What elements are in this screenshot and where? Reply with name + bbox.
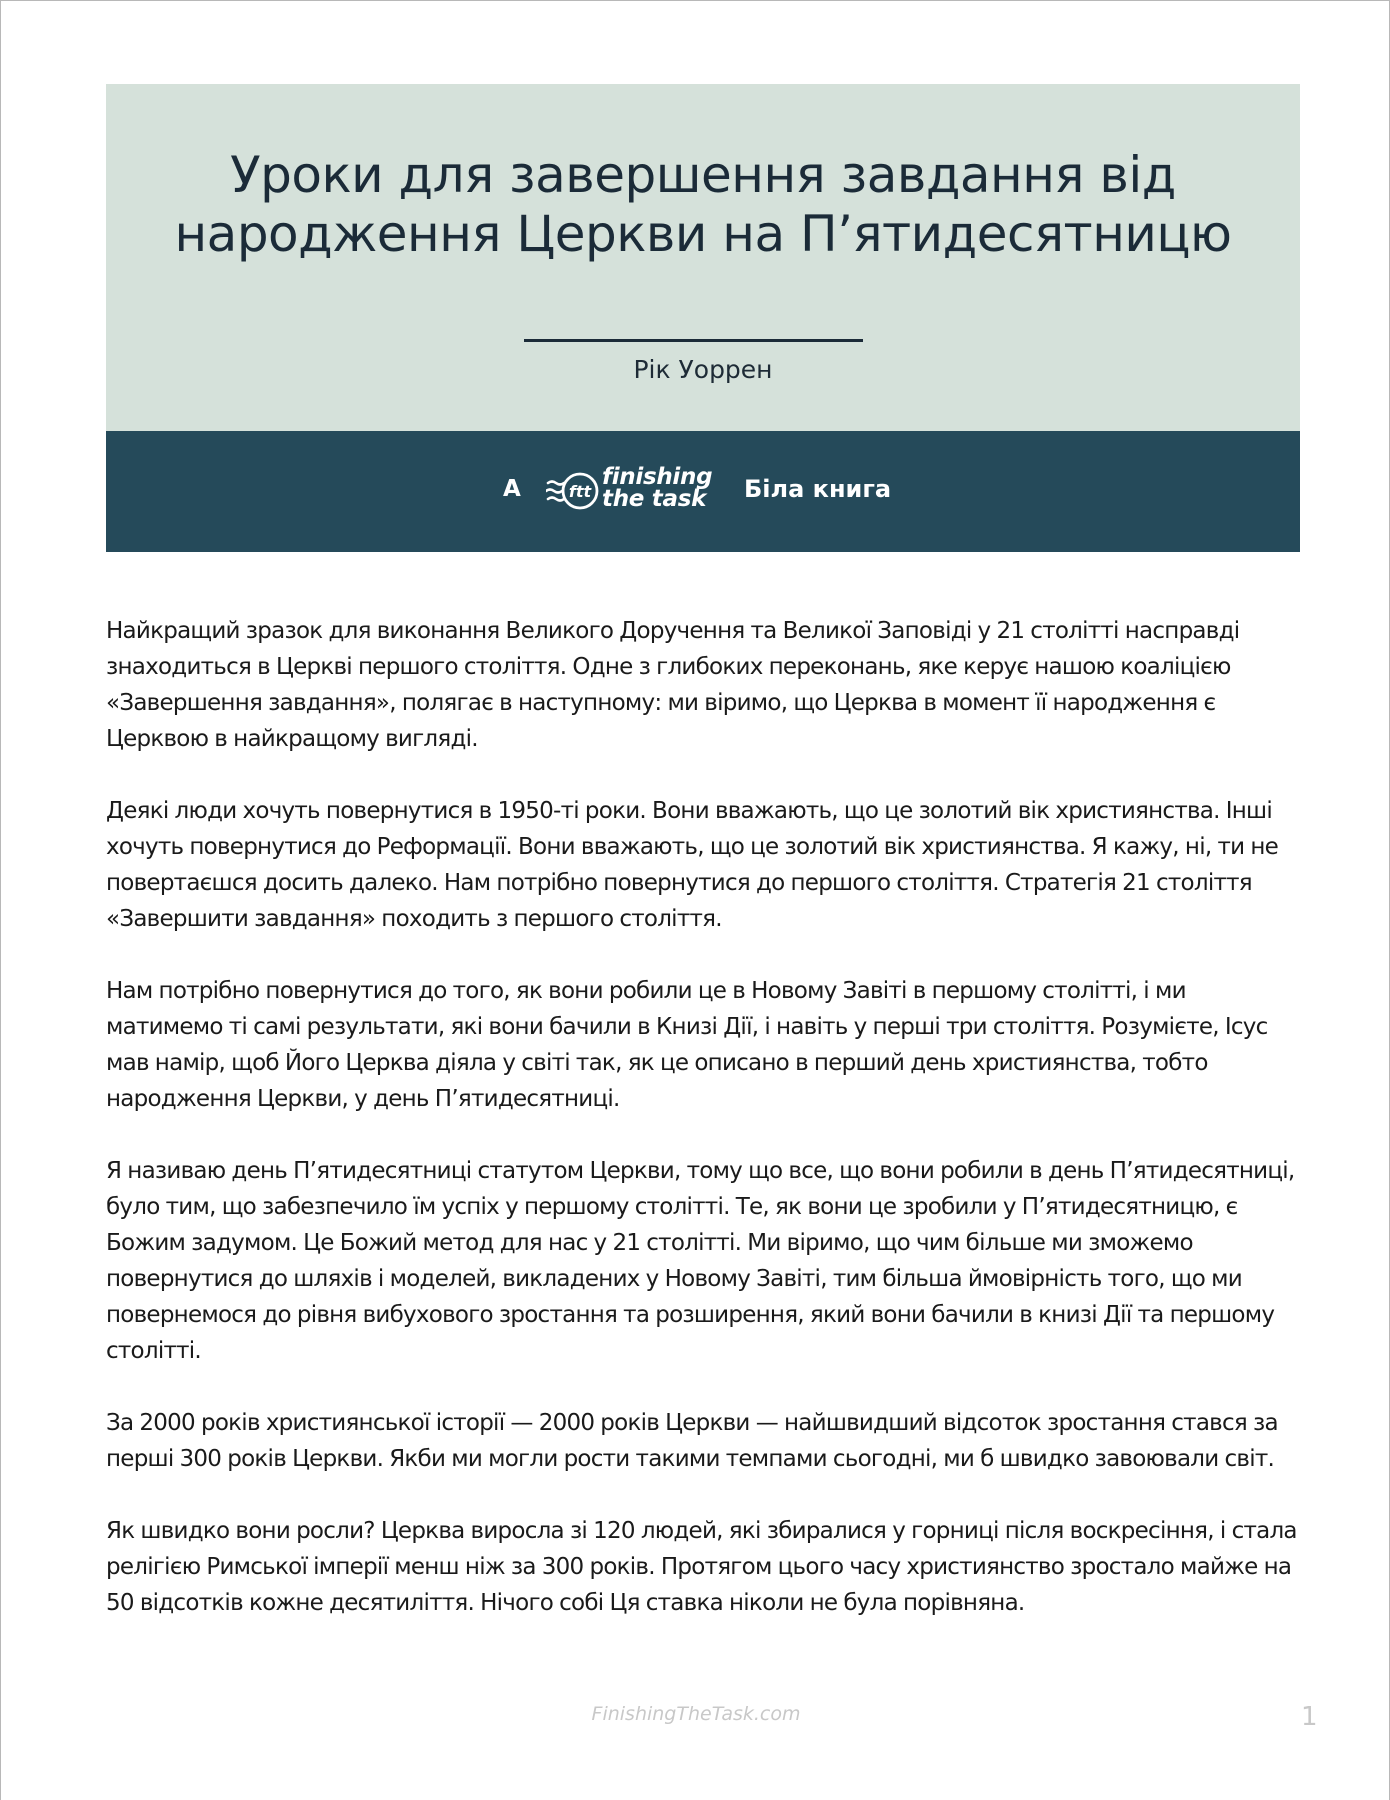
svg-text:ftt: ftt <box>568 482 592 501</box>
banner-prefix: A <box>503 476 521 502</box>
article-body <box>106 613 1306 1657</box>
title-header <box>106 84 1300 431</box>
document-title <box>106 146 1300 264</box>
paragraph: За 2000 років християнської історії — 2000 років Церкви — найшвидший відсоток зростання стався за перші 300 років Церкви. Якби ми могли рости такими темпами сьогодні, ми б швидко завоювали світ. <box>106 1410 1278 1472</box>
paragraph: Нам потрібно повернутися до того, як вони робили це в Новому Завіті в першому столітті, і ми матимемо ті самі результати, які вони бачили в Книзі Дії, і навіть у перші три століття. Розумієте, Ісус мав намір, щоб Його Церква діяла у світі так, як це описано в перший день християнства, тобто народження Церкви, у день П’ятидесятниці. <box>106 978 1268 1112</box>
title-divider <box>524 339 863 342</box>
white-paper-label: Біла книга <box>744 475 892 503</box>
finishing-the-task-logo <box>546 464 716 517</box>
title-line: Уроки для завершення завдання від <box>230 146 1176 204</box>
footer-website: FinishingTheTask.com <box>591 1703 801 1725</box>
logo-line-2: the task <box>602 486 707 512</box>
paragraph: Деякі люди хочуть повернутися в 1950-ті роки. Вони вважають, що це золотий вік християнства. Інші хочуть повернутися до Реформації. Вони вважають, що це золотий вік християнства. Я кажу, ні, ти не повертаєшся досить далеко. Нам потрібно повернутися до першого століття. Стратегія 21 століття «Завершити завдання» походить з першого століття. <box>106 798 1279 932</box>
paragraph: Я називаю день П’ятидесятниці статутом Церкви, тому що все, що вони робили в день П’ятидесятниці, було тим, що забезпечило їм успіх у першому столітті. Те, як вони це зробили у П’ятидесятницю, є Божим задумом. Це Божий метод для нас у 21 столітті. Ми віримо, що чим більше ми зможемо повернутися до шляхів і моделей, викладених у Новому Завіті, тим більша ймовірність того, що ми повернемося до рівня вибухового зростання та розширення, який вони бачили в книзі Дії та першому столітті. <box>106 1158 1295 1364</box>
paragraph: Найкращий зразок для виконання Великого Доручення та Великої Заповіді у 21 столітті насправді знаходиться в Церкві першого століття. Одне з глибоких переконань, яке керує нашою коаліцією «Завершення завдання», полягає в наступному: ми віримо, що Церква в момент її народження є Церквою в найкращому вигляді. <box>106 618 1240 752</box>
brand-banner <box>106 431 1300 552</box>
author-name: Рік Уоррен <box>633 355 773 384</box>
logo-wordmark <box>602 466 712 510</box>
title-line: народження Церкви на П’ятидесятницю <box>174 205 1232 263</box>
page-number: 1 <box>1301 1702 1318 1732</box>
ftt-wave-logo-icon <box>546 469 600 513</box>
logo-line-1: finishing <box>602 464 713 490</box>
paragraph: Як швидко вони росли? Церква виросла зі 120 людей, які збиралися у горниці після воскресіння, і стала релігією Римської імперії менш ніж за 300 років. Протягом цього часу християнство зростало майже на 50 відсотків кожне десятиліття. Нічого собі Ця ставка ніколи не була порівняна. <box>106 1518 1297 1616</box>
